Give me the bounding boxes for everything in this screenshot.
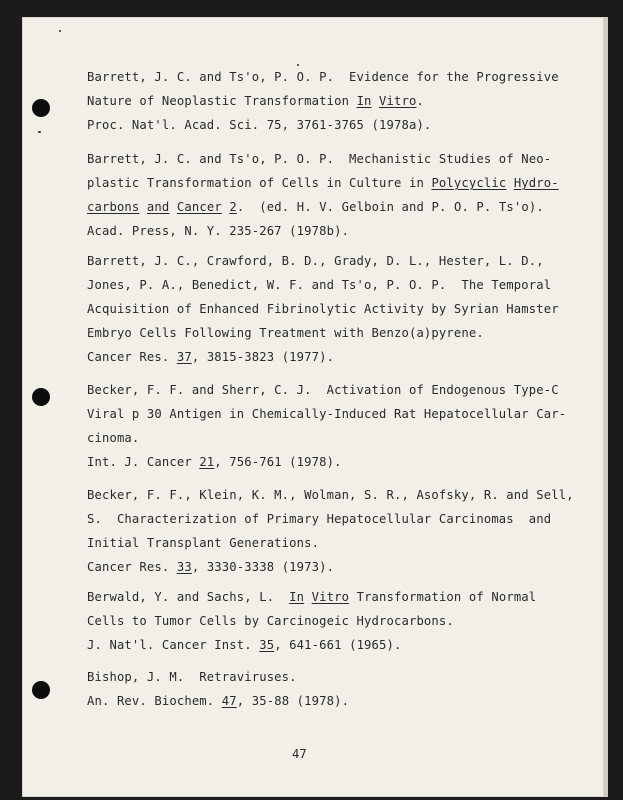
text-segment: Int. J. Cancer	[87, 455, 200, 469]
text-segment: Jones, P. A., Benedict, W. F. and Ts'o, P. O. P. The Temporal	[87, 278, 552, 292]
reference-line	[87, 273, 559, 297]
underlined-text: 21	[199, 455, 215, 469]
text-segment: Acad. Press, N. Y. 235-267 (1978b).	[87, 224, 350, 238]
reference-line	[87, 426, 566, 450]
binder-hole-bottom	[32, 681, 50, 699]
text-segment: cinoma.	[87, 431, 140, 445]
text-segment: . (ed. H. V. Gelboin and P. O. P. Ts'o).	[236, 200, 544, 214]
text-segment: plastic Transformation of Cells in Culture in	[87, 176, 432, 190]
binder-hole-middle	[32, 388, 50, 406]
reference-line	[87, 665, 349, 689]
text-segment: Viral p 30 Antigen in Chemically-Induced Rat Hepatocellular Car-	[87, 407, 567, 421]
text-segment	[304, 590, 312, 604]
reference-entry	[87, 665, 349, 713]
page-edge-strip	[604, 17, 608, 797]
underlined-text: Vitro	[311, 590, 350, 604]
text-segment: , 641-661 (1965).	[274, 638, 402, 652]
underlined-text: carbons	[87, 200, 140, 214]
page-number: 47	[292, 747, 307, 761]
underlined-text: 2	[229, 200, 237, 214]
reference-entry	[87, 483, 574, 579]
text-segment	[506, 176, 514, 190]
paper-speck	[59, 30, 61, 32]
reference-line	[87, 483, 574, 507]
reference-entry	[87, 147, 559, 243]
text-segment: Barrett, J. C. and Ts'o, P. O. P. Evidence for the Progressive	[87, 70, 559, 84]
reference-line	[87, 171, 559, 195]
reference-line	[87, 507, 574, 531]
binder-hole-top	[32, 99, 50, 117]
underlined-text: In	[356, 94, 372, 108]
text-segment: Becker, F. F., Klein, K. M., Wolman, S. R., Asofsky, R. and Sell,	[87, 488, 574, 502]
reference-line	[87, 297, 559, 321]
reference-entry	[87, 249, 559, 369]
reference-line	[87, 689, 349, 713]
text-segment	[169, 200, 177, 214]
reference-entry	[87, 65, 559, 137]
reference-line	[87, 65, 559, 89]
underlined-text: 35	[259, 638, 275, 652]
text-segment: Nature of Neoplastic Transformation	[87, 94, 357, 108]
underlined-text: 37	[176, 350, 192, 364]
text-segment	[139, 200, 147, 214]
text-segment: J. Nat'l. Cancer Inst.	[87, 638, 260, 652]
text-segment: S. Characterization of Primary Hepatocellular Carcinomas and	[87, 512, 552, 526]
text-segment: , 756-761 (1978).	[214, 455, 342, 469]
text-segment: Cancer Res.	[87, 560, 177, 574]
text-segment: Cancer Res.	[87, 350, 177, 364]
text-segment: Transformation of Normal	[349, 590, 537, 604]
reference-line	[87, 195, 559, 219]
reference-line	[87, 633, 536, 657]
underlined-text: Polycyclic	[431, 176, 507, 190]
text-segment: Barrett, J. C. and Ts'o, P. O. P. Mechanistic Studies of Neo-	[87, 152, 552, 166]
reference-line	[87, 378, 566, 402]
reference-line	[87, 321, 559, 345]
text-segment: , 3330-3338 (1973).	[191, 560, 335, 574]
text-segment: Barrett, J. C., Crawford, B. D., Grady, D. L., Hester, L. D.,	[87, 254, 544, 268]
text-segment: , 35-88 (1978).	[236, 694, 350, 708]
underlined-text: and	[146, 200, 170, 214]
text-segment: Berwald, Y. and Sachs, L.	[87, 590, 290, 604]
text-segment: Initial Transplant Generations.	[87, 536, 320, 550]
reference-line	[87, 531, 574, 555]
underlined-text: 33	[176, 560, 192, 574]
reference-entry	[87, 378, 566, 474]
text-segment	[372, 94, 380, 108]
reference-line	[87, 609, 536, 633]
underlined-text: Hydro-	[513, 176, 559, 190]
reference-line	[87, 555, 574, 579]
reference-line	[87, 249, 559, 273]
reference-line	[87, 345, 559, 369]
reference-line	[87, 450, 566, 474]
text-segment: .	[416, 94, 424, 108]
text-segment: Bishop, J. M. Retraviruses.	[87, 670, 297, 684]
reference-line	[87, 113, 559, 137]
text-segment: Proc. Nat'l. Acad. Sci. 75, 3761-3765 (1978a).	[87, 118, 432, 132]
text-segment: Becker, F. F. and Sherr, C. J. Activation of Endogenous Type-C	[87, 383, 559, 397]
text-segment: An. Rev. Biochem.	[87, 694, 222, 708]
underlined-text: Cancer	[176, 200, 222, 214]
reference-line	[87, 402, 566, 426]
text-segment: Embryo Cells Following Treatment with Benzo(a)pyrene.	[87, 326, 484, 340]
reference-entry	[87, 585, 536, 657]
text-segment: , 3815-3823 (1977).	[191, 350, 335, 364]
reference-line	[87, 585, 536, 609]
text-segment: Cells to Tumor Cells by Carcinogeic Hydrocarbons.	[87, 614, 454, 628]
reference-line	[87, 89, 559, 113]
reference-line	[87, 147, 559, 171]
underlined-text: Vitro	[379, 94, 417, 108]
text-segment: Acquisition of Enhanced Fibrinolytic Activity by Syrian Hamster	[87, 302, 559, 316]
underlined-text: 47	[221, 694, 237, 708]
underlined-text: In	[289, 590, 305, 604]
reference-line	[87, 219, 559, 243]
paper-speck	[38, 131, 41, 133]
